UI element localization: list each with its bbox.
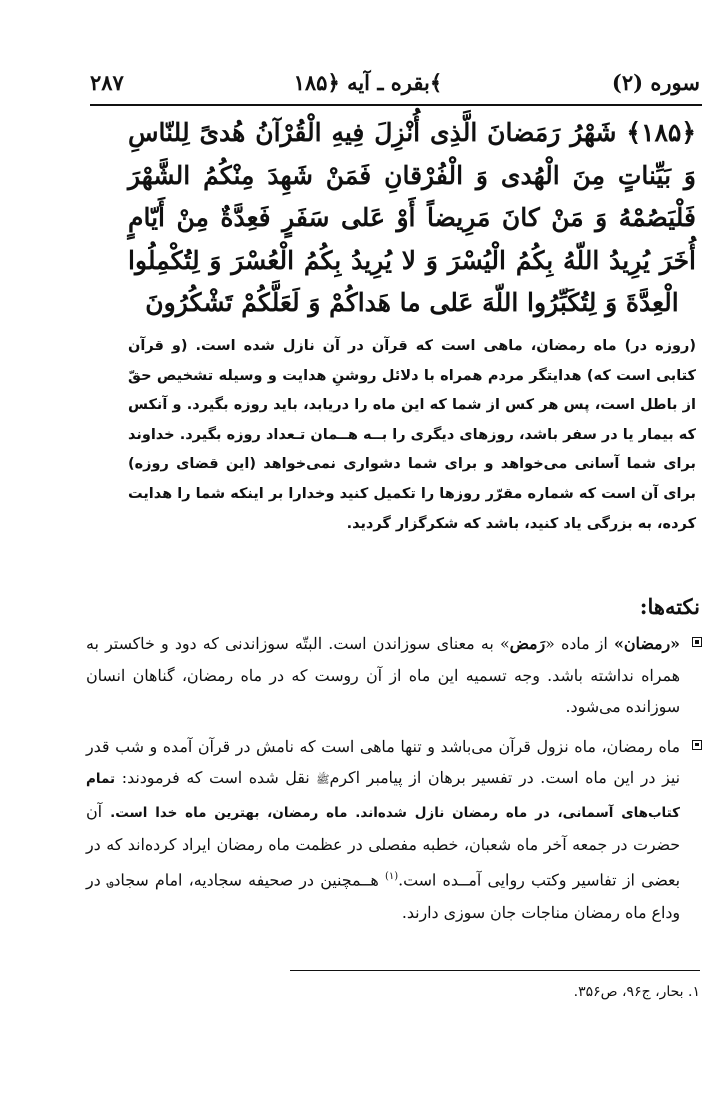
- note-item: [86, 628, 702, 723]
- note-text: آن حضرت در جمعه آخر ماه شعبان، خطبه مفصلی در عظمت ماه رمضان ایراد کرده‌اند که در بعضی از تفاسیر وکتب روایی آمــده است.: [86, 801, 681, 889]
- honorific-symbol: ﷺ: [316, 773, 330, 786]
- note-text: ماه رمضان، ماه نزول قرآن می‌باشد و تنها ماهی است که نامش در قرآن آمده و شب قدر نیز در این ماه است. در تفسیر برهان از پیامبر اکرم: [86, 736, 680, 787]
- verse-number: ﴿۱۸۵﴾: [626, 118, 696, 147]
- verse-text: شَهْرُ رَمَضانَ الَّذِی أُنْزِلَ فِیهِ الْقُرْآنُ هُدیً لِلنّاسِ وَ بَیِّناتٍ مِنَ الْهُدی وَ الْفُرْقانِ فَمَنْ شَهِدَ مِنْکُمُ الشَّهْرَ فَلْیَصُمْهُ وَ مَنْ کانَ مَرِیضاً أَوْ عَلی سَفَرٍ فَعِدَّةٌ مِنْ أَیّامٍ أُخَرَ یُرِیدُ اللّهُ بِکُمُ الْیُسْرَ وَ لا یُرِیدُ بِکُمُ الْعُسْرَ وَ لِتُکْمِلُوا الْعِدَّةَ وَ لِتُکَبِّرُوا اللّهَ عَلی ما هَداکُمْ وَ لَعَلَّکُمْ تَشْکُرُونَ: [128, 118, 696, 317]
- verse-reference: بقره ـ آیه ﴿۱۸۵﴾: [293, 69, 443, 95]
- header-divider: [90, 104, 702, 106]
- note-text: هــمچنین در صحیفه سجادیه، امام سجاد: [113, 869, 385, 889]
- quran-verse: [128, 112, 696, 325]
- page-number: ۲۸۷: [90, 69, 124, 95]
- page-header: [90, 62, 700, 102]
- note-text: نقل شده است که فرمودند:: [115, 768, 317, 787]
- footnote-reference[interactable]: (۱): [384, 870, 399, 882]
- square-bullet-icon: [692, 637, 702, 647]
- honorific-symbol: ؈: [106, 874, 114, 888]
- square-bullet-icon: [692, 740, 702, 750]
- note-item: [86, 731, 702, 929]
- verse-translation: [128, 332, 696, 539]
- note-text: در وداع ماه رمضان مناجات جان سوزی دارند.: [86, 869, 680, 923]
- surah-label: سوره (۲): [611, 69, 700, 95]
- translation-text: (روزه در) ماه رمضان، ماهی است که قرآن در آن نازل شده است. (و قرآن کتابی است که) هدایتگر مردم همراه با دلائل روشنِ هدایت و وسیله تشخیص حقّ از باطل است، پس هر کس از شما که این ماه را دریابد، باید روزه بگیرد. و آنکس که بیمار یا در سفر باشد، روزهای دیگری را بــه هــمان تـعداد روزه بگیرد. خداوند برای شما آسانی می‌خواهد و برای شما دشواری نمی‌خواهد (این قضای روزه) برای آن است که شماره مقرّر روزها را تکمیل کنید وخدارا بر اینکه شما را هدایت کرده، به بزرگی یاد کنید، باشد که شکرگزار گردید.: [128, 338, 696, 532]
- note-root-word: رَمض: [509, 634, 546, 653]
- notes-heading: نکته‌ها:: [639, 594, 700, 619]
- notes-section: [86, 628, 702, 937]
- note-text: » به معنای سوزاندن است. البتّه سوزاندنی که دود و خاکستر به همراه نداشته باشد. وجه تسمیه این ماه از آن روست که در ماه رمضان، گناهان انسان سوزانده می‌شود.: [86, 634, 680, 716]
- footnote: ۱. بحار، ج۹۶، ص۳۵۶.: [573, 984, 700, 1000]
- hadith-quote: تمام کتاب‌های آسمانی، در ماه رمضان نازل شده‌اند. ماه رمضان، بهترین ماه خدا است.: [86, 771, 680, 821]
- footnote-divider: [290, 970, 700, 971]
- note-text: از ماده «: [545, 634, 615, 653]
- note-term: «رمضان»: [614, 634, 680, 653]
